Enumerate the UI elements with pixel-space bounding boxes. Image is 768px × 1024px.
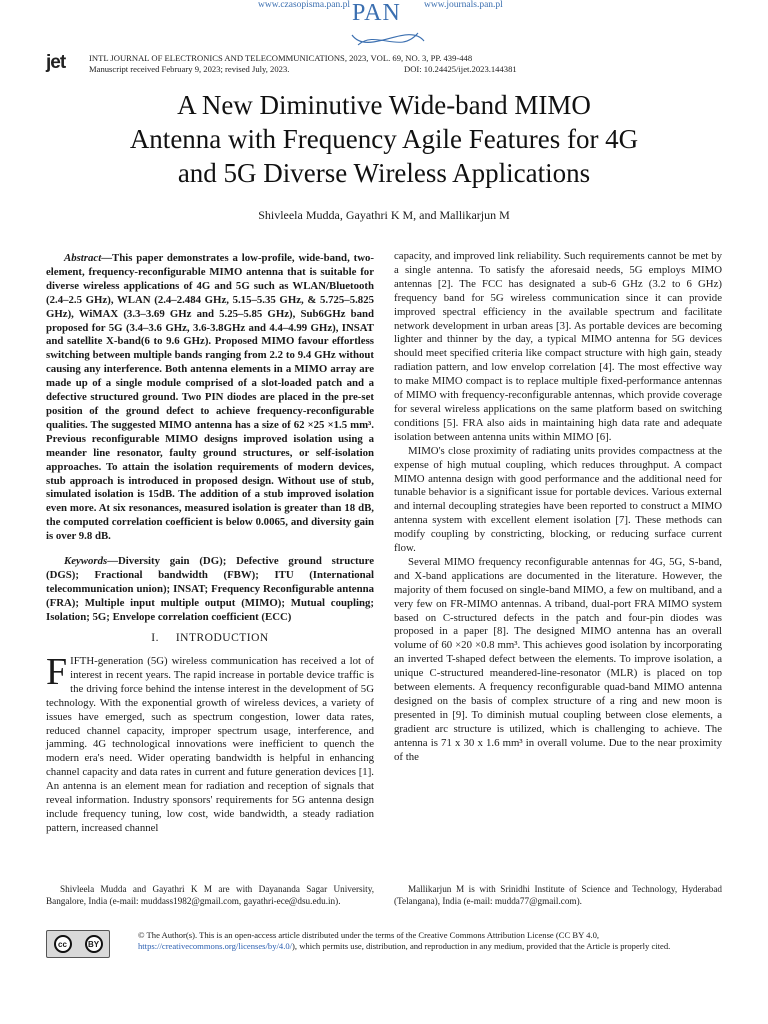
license-before: © The Author(s). This is an open-access article distributed under the terms of the Creative Commons Attribution License (CC BY 4.0,	[138, 930, 600, 940]
jet-logo	[46, 52, 76, 76]
intro-first-word: IFTH-generation	[70, 655, 144, 667]
title-line: Antenna with Frequency Agile Features for 4G	[129, 124, 639, 154]
doi[interactable]: DOI: 10.24425/ijet.2023.144381	[404, 64, 517, 74]
footnote-affiliation-right: Mallikarjun M is with Srinidhi Institute of Science and Technology, Hyderabad (Telangana), India (e-mail: mudda77@gmail.com).	[394, 884, 722, 906]
abstract-label: Abstract	[64, 252, 102, 264]
keywords-text: —Diversity gain (DG); Defective ground structure (DGS); Fractional bandwidth (FBW); ITU (International telecommunication union); INSAT; Frequency Reconfigurable antenna (FRA); Multiple input multiple output (MIMO); Mutual coupling; Isolation; 5G; Envelope correlation coefficient (ECC)	[46, 555, 374, 623]
received-line: Manuscript received February 9, 2023; revised July, 2023.	[89, 64, 290, 74]
pan-logo: PAN	[352, 0, 401, 26]
section-title: INTRODUCTION	[175, 632, 269, 644]
cc-by-badge[interactable]	[46, 930, 110, 958]
pan-swirl-icon	[348, 27, 428, 53]
url-right[interactable]: www.journals.pan.pl	[424, 0, 503, 10]
drop-cap: F	[46, 651, 68, 693]
body-paragraph: Several MIMO frequency reconfigurable antennas for 4G, 5G, S-band, and X-band applications are documented in the literature. However, the majority of them focused on single-band MIMO, a few on multiband, and a very few on FR-MIMO antennas. A triband, dual-port FRA MIMO system based on C-structured defects in the patch and four-pin diodes was proposed in a paper [8]. The designed MIMO antenna has an overall volume of 60 ×20 ×0.8 mm³. This achieves good isolation by incorporating an inverted T-shaped defect between the elements. To improve isolation, a unique C-structured meandered-line-resonator (MLR) is placed on top between elements. A frequency reconfigurable quad-band MIMO antenna designed on the basis of complex structure of a ring and new moon is presented in [9]. To diminish mutual coupling between close elements, a gradient arc structure is utilized, which is challenging to achieve. The antenna is 71 x 30 x 1.6 mm³ in overall volume. Due to the near proximity of the	[394, 555, 722, 763]
section-number: I.	[151, 632, 159, 644]
cc-icon: cc	[54, 935, 72, 953]
license-after: ), which permits use, distribution, and reproduction in any medium, provided that the Article is properly cited.	[292, 941, 671, 951]
keywords-label: Keywords	[64, 555, 108, 567]
body-paragraph: capacity, and improved link reliability. Such requirements cannot be met by a single antenna. To satisfy the aforesaid needs, 5G employs MIMO antennas [2]. The FCC has designated a sub-6 GHz (3.2 to 6 GHz) frequency band for 5G wireless communication since it can provide improved spectral efficiency in the available spectrum and facilitate network development in urban areas [3]. As portable devices are becoming lighter and thinner by the day, a typical MIMO antenna for 5G devices should meet specified criteria like compact structure with high gain, steady radiation pattern, and low envelop correlation [4]. The most effective way to make MIMO compact is to replace multiple fixed-performance antennas of MIMO with frequency-reconfigurable antennas, which provide coverage for several wireless applications on the same platform based on switching conditions [5]. FRA also aids in maintaining high data rate and adequate isolation between antenna units within MIMO [6].	[394, 250, 722, 443]
jet-logo-text: jet	[46, 52, 66, 73]
license-text	[138, 930, 724, 952]
title-line: and 5G Diverse Wireless Applications	[177, 158, 591, 188]
intro-paragraph	[46, 651, 374, 836]
intro-text: (5G) wireless communication has received a lot of interest in recent years. The rapid increase in portable device traffic is the driving force behind the intense interest in the development of 5G technology. With the exponential growth of wireless devices, a variety of issues have emerged, such as spectrum congestion, lower data rates, reduced channel capacity, improper spectrum usage, interference, and jamming. 4G technological innovations were inefficient to quench the modern era's need. Wider operating bandwidth is helpful in enhancing channel capacity and data rates in current and future generation devices [1]. An antenna is an element mean for radiation and reception of signals that reveal information. Industry sponsors' requirements for 5G antenna design include frequency tuning, low cost, wide bandwidth, a steady radiation pattern, increased channel	[46, 655, 374, 834]
keywords	[46, 555, 374, 625]
paper-title	[60, 88, 708, 190]
license-link[interactable]: https://creativecommons.org/licenses/by/4.0/	[138, 941, 293, 951]
footnote-affiliation-left: Shivleela Mudda and Gayathri K M are with Dayananda Sagar University, Bangalore, India (e-mail: muddass1982@gmail.com, gayathri-ece@dsu.edu.in).	[46, 884, 374, 906]
section-heading	[46, 632, 374, 644]
journal-line: INTL JOURNAL OF ELECTRONICS AND TELECOMMUNICATIONS, 2023, VOL. 69, NO. 3, PP. 439-448	[89, 53, 473, 63]
right-column	[394, 250, 722, 765]
authors: Shivleela Mudda, Gayathri K M, and Mallikarjun M	[258, 208, 510, 222]
url-left[interactable]: www.czasopisma.pan.pl	[258, 0, 350, 10]
abstract	[46, 252, 374, 544]
title-line: A New Diminutive Wide-band MIMO	[177, 90, 591, 120]
by-icon: BY	[85, 935, 103, 953]
body-paragraph: MIMO's close proximity of radiating units provides compactness at the expense of high mutual coupling, which reduces throughput. A compact MIMO antenna design with good performance and the additional need for tunable behavior is a significant issue for portable devices. Various external and internal decoupling strategies have been reported to construct a MIMO antenna system with excellent element isolation [7]. These methods can modify coupling by constricting, blocking, or reducing surface current flow.	[394, 444, 722, 555]
abstract-text: —This paper demonstrates a low-profile, wide-band, two-element, frequency-reconfigurable MIMO antenna that is suitable for diverse wireless applications of 4G and 5G such as WLAN/Bluetooth (2.4–2.5 GHz), WLAN (2.4–2.484 GHz, 5.15–5.35 GHz, & 5.725–5.825 GHz), WiMAX (3.3–3.69 GHz and 5.25–5.85 GHz), Sub6GHz band proposed for 5G (3.4–3.6 GHz, 3.6-3.8GHz and 4.4–4.99 GHz), INSAT and satellite X-band(6 to 9.6 GHz). Proposed MIMO favour effortless switching between multiple bands ranging from 2.2 to 9.4 GHz without causing any interference. Both antenna elements in a MIMO array are made up of a single module comprised of a slot-loaded patch and a defective structured ground. Two PIN diodes are placed in the pre-set position of the ground defect to achieve frequency-reconfigurable qualities. The suggested MIMO antenna has a size of 62 ×25 ×1.5 mm³. Previous reconfigurable MIMO designs improved isolation using a meander line resonator, faulty ground structures, or self-isolation approaches. To attain the isolation requirements of modern devices, stub approach is introduced in proposed design. Without use of stub, simulated isolation is 15dB. The addition of a stub improved isolation even more. At six resonances, measured isolation is greater than 18 dB, the computed correlation coefficient is below 0.0065, and diversity gain is over 9.8 dB.	[46, 252, 374, 543]
